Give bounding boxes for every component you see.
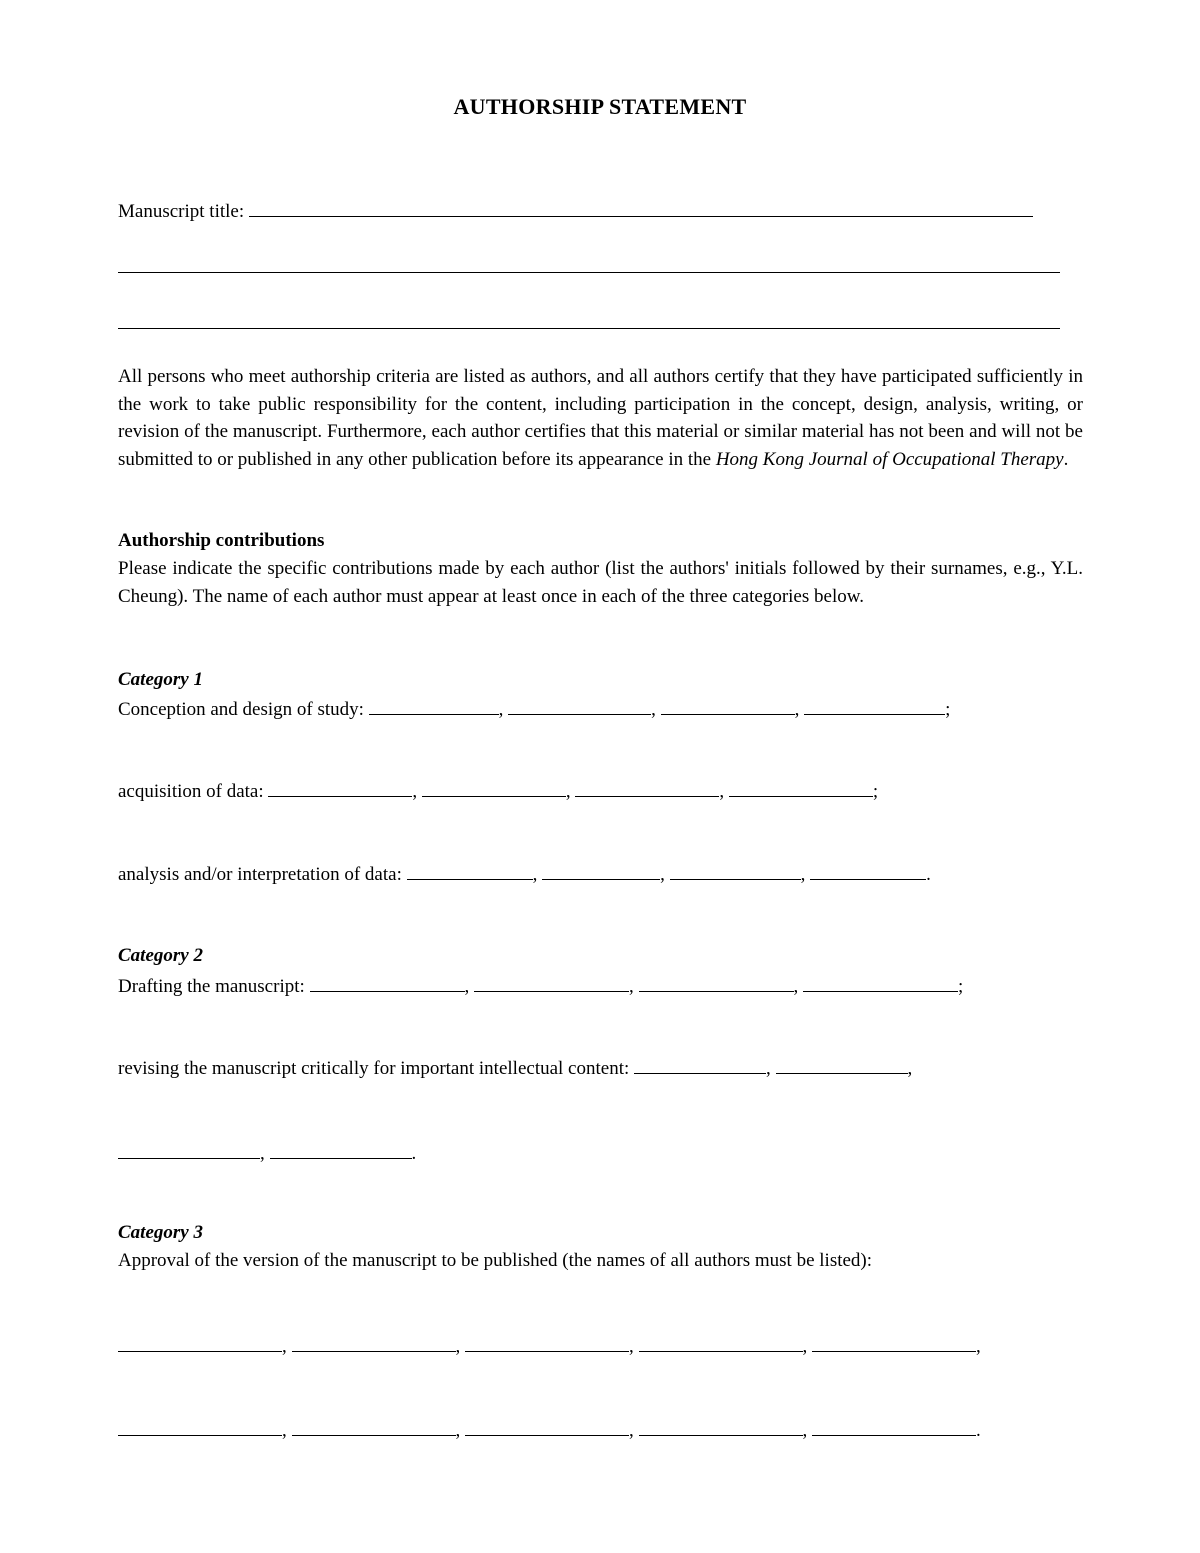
comma: , <box>498 699 504 720</box>
acquisition-field-3[interactable] <box>575 778 719 797</box>
drafting-label: Drafting the manuscript: <box>118 976 305 997</box>
approval-field-6[interactable] <box>118 1417 282 1436</box>
comma: , <box>793 976 799 997</box>
approval-label: Approval of the version of the manuscript to be published (the names of all authors must be listed): <box>118 1250 873 1271</box>
comma: , <box>629 1336 634 1357</box>
approval-field-3[interactable] <box>465 1333 629 1352</box>
semicolon: ; <box>945 699 951 720</box>
revising-label: revising the manuscript critically for important intellectual content: <box>118 1058 630 1079</box>
approval-field-2[interactable] <box>292 1333 456 1352</box>
comma: , <box>651 699 656 720</box>
period: . <box>926 864 931 885</box>
drafting-field-1[interactable] <box>310 973 465 992</box>
analysis-row <box>118 861 931 887</box>
comma: , <box>532 864 538 885</box>
revising-field-2[interactable] <box>776 1055 908 1074</box>
manuscript-title-line-3[interactable] <box>118 328 1060 329</box>
approval-field-8[interactable] <box>465 1417 629 1436</box>
manuscript-title-field[interactable] <box>249 198 1033 217</box>
approval-field-4[interactable] <box>639 1333 803 1352</box>
comma: , <box>794 699 800 720</box>
analysis-label: analysis and/or interpretation of data: <box>118 864 402 885</box>
semicolon: ; <box>958 976 964 997</box>
analysis-field-3[interactable] <box>670 861 801 880</box>
semicolon: ; <box>872 781 879 802</box>
comma: , <box>455 1336 461 1357</box>
manuscript-title-row <box>118 198 1033 224</box>
comma: , <box>464 976 470 997</box>
approval-field-5[interactable] <box>812 1333 976 1352</box>
certification-paragraph <box>118 363 1083 473</box>
comma: , <box>629 976 634 997</box>
comma: , <box>766 1058 771 1079</box>
comma: , <box>802 1336 808 1357</box>
approval-field-9[interactable] <box>639 1417 803 1436</box>
drafting-field-4[interactable] <box>803 973 958 992</box>
approval-field-7[interactable] <box>292 1417 456 1436</box>
comma: , <box>260 1143 265 1164</box>
manuscript-title-label: Manuscript title: <box>118 201 245 222</box>
comma: , <box>455 1420 461 1441</box>
acquisition-field-4[interactable] <box>729 778 873 797</box>
category-1-heading: Category 1 <box>118 669 203 690</box>
manuscript-title-line-2[interactable] <box>118 272 1060 273</box>
acquisition-label: acquisition of data: <box>118 781 264 802</box>
approval-field-10[interactable] <box>812 1417 976 1436</box>
comma: , <box>800 864 806 885</box>
acquisition-row <box>118 778 878 804</box>
analysis-field-1[interactable] <box>407 861 533 880</box>
approval-row-1 <box>118 1333 981 1359</box>
contributions-instructions: Please indicate the specific contributions made by each author (list the authors' initials followed by their surnames, e.g., Y.L. Cheung). The name of each author must appear at least once in each of the three categories below. <box>118 558 1083 607</box>
drafting-field-2[interactable] <box>474 973 629 992</box>
comma: , <box>412 781 418 802</box>
document-title: AUTHORSHIP STATEMENT <box>453 94 747 119</box>
acquisition-field-1[interactable] <box>268 778 412 797</box>
conception-row <box>118 696 950 722</box>
revising-field-3[interactable] <box>118 1140 260 1159</box>
period: . <box>411 1143 417 1164</box>
comma: , <box>719 781 725 802</box>
contributions-heading: Authorship contributions <box>118 530 325 551</box>
certification-text: All persons who meet authorship criteria are listed as authors, and all authors certify that they have participated sufficiently in the work to take public responsibility for the content, including participation in the concept, design, analysis, writing, or revision of the manuscript. Furthermore, each author certifies that this material or similar material has not been and will not be submitted to or published in any other publication before its appearance in the <box>118 366 1083 470</box>
drafting-field-3[interactable] <box>639 973 794 992</box>
drafting-row <box>118 973 963 999</box>
revising-field-4[interactable] <box>270 1140 412 1159</box>
approval-field-1[interactable] <box>118 1333 282 1352</box>
conception-field-4[interactable] <box>804 696 945 715</box>
comma: , <box>802 1420 808 1441</box>
approval-row-2 <box>118 1417 981 1443</box>
comma: , <box>282 1420 287 1441</box>
category-3-heading: Category 3 <box>118 1222 203 1243</box>
revising-field-1[interactable] <box>634 1055 766 1074</box>
comma: , <box>282 1336 287 1357</box>
comma: , <box>629 1420 634 1441</box>
analysis-field-4[interactable] <box>810 861 926 880</box>
analysis-field-2[interactable] <box>542 861 660 880</box>
acquisition-field-2[interactable] <box>422 778 566 797</box>
comma: , <box>565 781 571 802</box>
category-2-heading: Category 2 <box>118 945 203 966</box>
conception-field-3[interactable] <box>661 696 795 715</box>
comma: , <box>660 864 665 885</box>
conception-label: Conception and design of study: <box>118 699 364 720</box>
conception-field-1[interactable] <box>369 696 499 715</box>
period: . <box>976 1420 981 1441</box>
revising-row-continued <box>118 1140 416 1166</box>
journal-name: Hong Kong Journal of Occupational Therapy <box>715 448 1064 470</box>
comma: , <box>976 1336 981 1357</box>
revising-row <box>118 1055 912 1081</box>
comma: , <box>907 1058 913 1079</box>
conception-field-2[interactable] <box>508 696 651 715</box>
certification-period: . <box>1063 448 1069 470</box>
